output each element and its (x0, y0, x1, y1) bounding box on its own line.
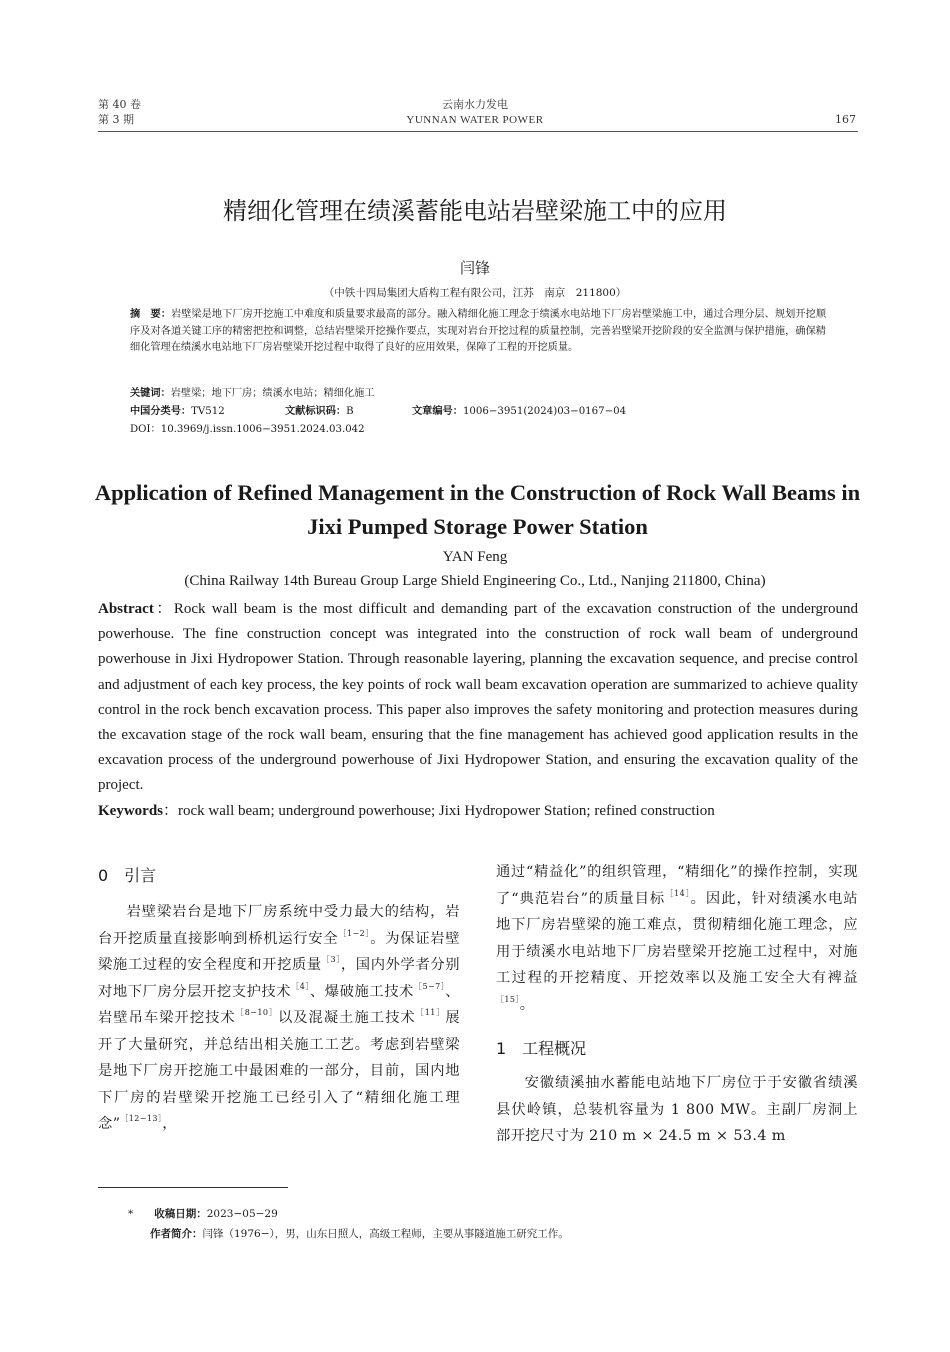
keywords-cn-text: 岩壁梁；地下厂房；绩溪水电站；精细化施工 (170, 388, 375, 399)
citation: ［8−10］ (235, 1008, 278, 1017)
citation: ［14］ (665, 888, 691, 898)
paragraph-intro: 岩壁梁岩台是地下厂房系统中受力最大的结构，岩台开挖质量直接影响到桥机运行安全$^{[1-2]}$。为保证岩壁梁施工过程的安全程度和开挖质量$^{[3]}$，国内外学者分别对地下厂房分层开挖支护技术$^{[4]}$、爆破施工技术$^{[5-7]}$、岩壁吊车梁开挖技术$^{[8-10]}$以及混凝土施工技术$^{[11]}$展开了大量研究，并总结出相关施工工艺。考虑到岩壁梁是地下厂房开挖施工中最困难的一部分，目前，国内地下厂房的岩壁梁开挖施工已经引入了“精细化施工理念”$^{[12-13]}$， (98, 904, 461, 1132)
doc-code-value: B (346, 406, 354, 417)
abstract-cn-label: 摘 要： (130, 309, 171, 320)
doi: DOI：10.3969/j.issn.1006−3951.2024.03.042 (130, 424, 365, 435)
doc-code-label: 文献标识码： (285, 406, 347, 417)
citation: ［4］ (291, 981, 310, 991)
citation: ［1−2］ (338, 928, 371, 938)
section-1-heading: 1 工程概况 (496, 1039, 587, 1058)
volume-label: 第 40 卷 (98, 98, 141, 111)
abstract-cn (130, 307, 826, 357)
bio-text: 闫锋（1976−），男，山东日照人，高级工程师，主要从事隧道施工研究工作。 (202, 1228, 569, 1240)
abstract-en-text: Rock wall beam is the most difficult and demanding part of the excavation construction of the underground powerhouse. The fine construction concept was integrated into the construction of rock wall beam of underground powerhouse in Jixi Hydropower Station. Through reasonable layering, planning the excavation sequence, and precise control and adjustment of each key process, the key points of rock wall beam excavation operation are summarized to achieve quality control in the rock bench excavation process. This paper also improves the safety monitoring and protection measures during the excavation stage of the rock wall beam, ensuring that the fine management has achieved good application results in the excavation process of the underground powerhouse of Jixi Hydropower Station, and ensuring the excavation quality of the project. (98, 601, 858, 794)
paper-title-cn: 精细化管理在绩溪蓄能电站岩壁梁施工中的应用 (223, 197, 727, 225)
paper-title-en: Application of Refined Management in the Construction of Rock Wall Beams in Jixi Pumped Storage Power Station (94, 480, 861, 539)
citation: ［11］ (415, 1008, 446, 1017)
footnote-received (128, 1206, 278, 1222)
author-en: YAN Feng (442, 549, 508, 565)
body-right-column (496, 859, 858, 1018)
article-no-label: 文章编号： (412, 406, 463, 417)
page-number: 167 (835, 113, 856, 126)
footnote-star: * (128, 1208, 134, 1220)
paragraph-intro-continued: 通过“精益化”的组织管理，“精细化”的操作控制，实现了“典范岩台”的质量目标$^{[14]}$。因此，针对绩溪水电站地下厂房岩壁梁的施工难点，贯彻精细化施工理念，应用于绩溪水电站地下厂房岩壁梁开挖施工过程中，对施工过程的开挖精度、开挖效率以及施工安全大有裨益$^{[15]}$。 (496, 864, 858, 1013)
abstract-en-label: Abstract (98, 601, 154, 617)
keywords-en (98, 799, 858, 820)
abstract-en (98, 597, 858, 799)
keywords-en-text: rock wall beam; underground powerhouse; Jixi Hydropower Station; refined construction (178, 803, 715, 819)
keywords-cn-label: 关键词： (130, 388, 171, 399)
citation: ［5−7］ (413, 981, 446, 991)
section-0-heading: 0 引言 (98, 866, 157, 885)
footnote-author-bio (150, 1226, 569, 1242)
citation: ［12−13］ (120, 1114, 163, 1123)
citation: ［3］ (321, 955, 341, 964)
received-date: 2023−05−29 (206, 1208, 278, 1220)
classification-row (130, 404, 826, 421)
citation: ［15］ (496, 994, 520, 1004)
received-label: 收稿日期： (154, 1208, 207, 1220)
keywords-cn (130, 386, 826, 403)
header-rule (98, 131, 858, 132)
keywords-en-label: Keywords (98, 803, 163, 819)
journal-name-cn: 云南水力发电 (442, 98, 508, 111)
bio-label: 作者简介： (150, 1228, 203, 1240)
clc-label: 中国分类号： (130, 406, 192, 417)
paragraph-project-overview: 安徽绩溪抽水蓄能电站地下厂房位于于安徽省绩溪县伏岭镇，总装机容量为 1 800 MW。主副厂房洞上部开挖尺寸为 210 m × 24.5 m × 53.4 m (496, 1075, 858, 1144)
affiliation-en: (China Railway 14th Bureau Group Large Shield Engineering Co., Ltd., Nanjing 211800, China) (184, 573, 766, 589)
keywords-en-colon: ： (163, 803, 179, 819)
article-no-value: 1006−3951(2024)03−0167−04 (462, 406, 627, 417)
author-cn: 闫锋 (459, 259, 490, 277)
affiliation-cn: （中铁十四局集团大盾构工程有限公司，江苏 南京 211800） (323, 287, 627, 299)
footnote-rule (98, 1187, 288, 1188)
issue-label: 第 3 期 (98, 113, 134, 126)
body-left-column (98, 899, 460, 1138)
journal-name-en: YUNNAN WATER POWER (406, 114, 544, 126)
abstract-cn-text: 岩壁梁是地下厂房开挖施工中难度和质量要求最高的部分。融入精细化施工理念于绩溪水电站地下厂房岩壁梁施工中，通过合理分层、规划开挖顺序及对各道关键工序的精密把控和调整，总结岩壁梁开挖操作要点，实现对岩台开挖过程的质量控制，完善岩壁梁开挖阶段的安全监测与保护措施，确保精细化管理在绩溪水电站地下厂房岩壁梁开挖过程中取得了良好的应用效果，保障了工程的开挖质量。 (130, 309, 827, 353)
abstract-en-colon: ： (153, 601, 174, 617)
clc-value: TV512 (191, 406, 225, 417)
